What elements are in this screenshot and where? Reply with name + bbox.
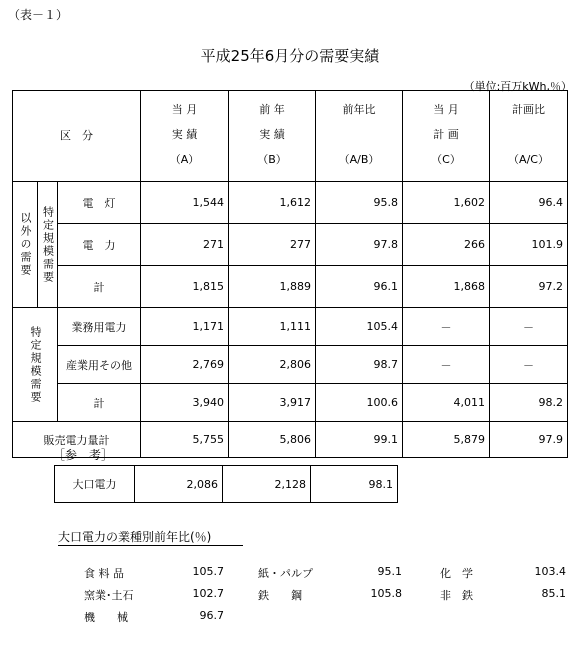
cell-ac: －	[490, 346, 568, 384]
cell-b: 1,612	[229, 182, 316, 224]
cell-a: 1,171	[141, 308, 229, 346]
reference-table	[54, 465, 398, 503]
cell-b: 2,806	[229, 346, 316, 384]
yoy-title-underline	[58, 545, 243, 546]
table-row	[13, 266, 568, 308]
yoy-value: 96.7	[199, 609, 224, 622]
header-plan-ratio: 計画比 （A/C）	[490, 91, 568, 182]
yoy-name: 非 鉄	[440, 589, 473, 602]
yoy-value: 103.4	[534, 565, 566, 578]
row-label: 電 力	[58, 224, 141, 266]
yoy-name: 化 学	[440, 567, 473, 580]
yoy-name: 窯業･土石	[84, 589, 134, 602]
group2-label: 特定規模需要	[13, 308, 58, 422]
header-current-actual: 当 月 実 績 （A）	[141, 91, 229, 182]
table-row	[13, 182, 568, 224]
cell-c: 1,602	[403, 182, 490, 224]
table-header-row	[13, 91, 568, 182]
row-label: 電 灯	[58, 182, 141, 224]
cell-ac: 98.2	[490, 384, 568, 422]
yoy-value: 105.7	[192, 565, 224, 578]
cell-ab: 98.7	[316, 346, 403, 384]
cell-ab: 95.8	[316, 182, 403, 224]
cell-ab: 105.4	[316, 308, 403, 346]
table-row	[55, 466, 398, 503]
yoy-value: 95.1	[377, 565, 402, 578]
cell-a: 1,544	[141, 182, 229, 224]
cell-ac: 97.2	[490, 266, 568, 308]
cell-a: 5,755	[141, 422, 229, 458]
yoy-name: 機 械	[84, 611, 128, 624]
header-prev-year-actual: 前 年 実 績 （B）	[229, 91, 316, 182]
cell-a: 3,940	[141, 384, 229, 422]
yoy-name: 鉄 鋼	[258, 589, 302, 602]
table-row	[13, 346, 568, 384]
group1-inner-label: 特定規模需要	[38, 182, 58, 308]
cell-ab: 99.1	[316, 422, 403, 458]
cell-ab: 97.8	[316, 224, 403, 266]
row-label: 産業用その他	[58, 346, 141, 384]
cell-c: 1,868	[403, 266, 490, 308]
cell-ac: 96.4	[490, 182, 568, 224]
unit-label: （単位:百万kWh,％）	[463, 80, 572, 93]
cell-c: －	[403, 346, 490, 384]
yoy-value: 105.8	[370, 587, 402, 600]
cell-ab: 98.1	[311, 466, 398, 503]
cell-ac: －	[490, 308, 568, 346]
row-label: 販売電力量計	[13, 422, 141, 458]
yoy-value: 85.1	[541, 587, 566, 600]
table-row	[13, 308, 568, 346]
yoy-name: 紙・パルプ	[258, 567, 313, 580]
cell-a: 2,769	[141, 346, 229, 384]
cell-b: 1,111	[229, 308, 316, 346]
header-yoy-ratio: 前年比 （A/B）	[316, 91, 403, 182]
cell-b: 5,806	[229, 422, 316, 458]
cell-c: －	[403, 308, 490, 346]
cell-c: 5,879	[403, 422, 490, 458]
cell-b: 1,889	[229, 266, 316, 308]
cell-a: 271	[141, 224, 229, 266]
cell-c: 266	[403, 224, 490, 266]
cell-ac: 101.9	[490, 224, 568, 266]
cell-b: 277	[229, 224, 316, 266]
table-number-label: （表－１）	[8, 8, 69, 22]
row-label: 大口電力	[55, 466, 135, 503]
row-label: 計	[58, 266, 141, 308]
row-label: 計	[58, 384, 141, 422]
cell-a: 1,815	[141, 266, 229, 308]
row-label: 業務用電力	[58, 308, 141, 346]
cell-b: 3,917	[229, 384, 316, 422]
cell-ab: 100.6	[316, 384, 403, 422]
demand-table	[12, 90, 568, 458]
reference-label: ［参 考］	[53, 448, 114, 462]
table-row	[13, 224, 568, 266]
yoy-name: 食 料 品	[84, 567, 124, 580]
page-title: 平成25年6月分の需要実績	[200, 47, 380, 65]
header-current-plan: 当 月 計 画 （C）	[403, 91, 490, 182]
cell-ac: 97.9	[490, 422, 568, 458]
yoy-title: 大口電力の業種別前年比(％)	[58, 530, 212, 544]
header-category: 区 分	[13, 91, 141, 182]
cell-c: 4,011	[403, 384, 490, 422]
cell-a: 2,086	[135, 466, 223, 503]
table-row	[13, 384, 568, 422]
yoy-value: 102.7	[192, 587, 224, 600]
cell-b: 2,128	[223, 466, 311, 503]
cell-ab: 96.1	[316, 266, 403, 308]
group1-outer-label: 以外の需要	[13, 182, 38, 308]
